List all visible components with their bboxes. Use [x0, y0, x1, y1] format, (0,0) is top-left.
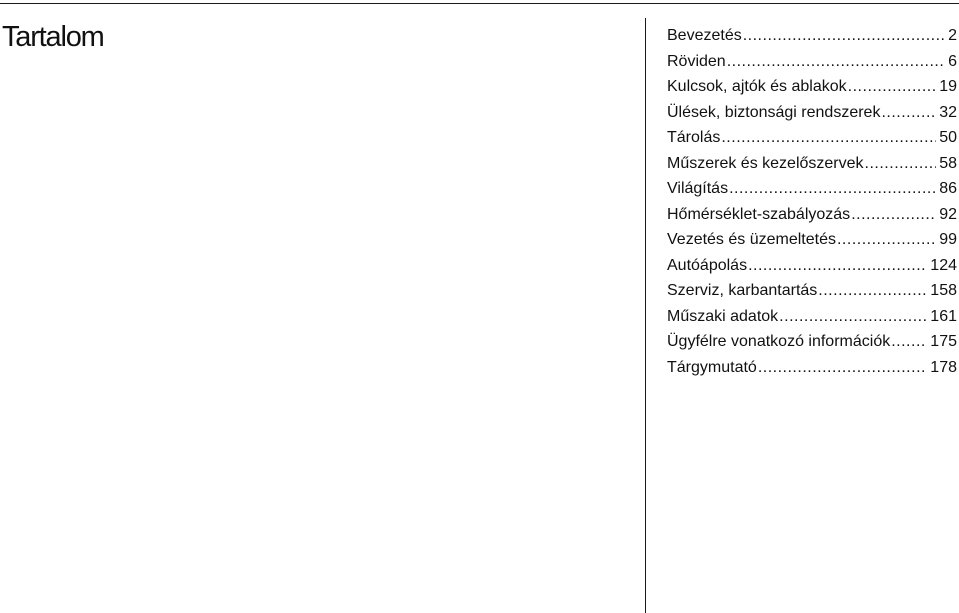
toc-entry-label: Autóápolás — [667, 256, 748, 274]
toc-page-number: 6 — [948, 52, 957, 70]
toc-entry[interactable] — [667, 205, 957, 231]
top-rule — [0, 3, 959, 4]
toc-page-number: 19 — [939, 78, 957, 95]
table-of-contents — [667, 26, 957, 383]
toc-entry[interactable] — [667, 52, 957, 78]
toc-leader-dots — [729, 179, 936, 199]
toc-page-number: 32 — [939, 103, 957, 121]
toc-entry-label: Tárgymutató — [667, 358, 757, 376]
toc-entry[interactable] — [667, 332, 957, 358]
toc-page-number: 161 — [930, 307, 957, 325]
toc-leader-dots — [837, 230, 936, 250]
toc-page-number: 58 — [939, 154, 957, 172]
toc-entry[interactable] — [667, 358, 957, 384]
toc-leader-dots — [727, 52, 945, 72]
toc-page-number: 158 — [930, 282, 957, 299]
toc-page-number: 124 — [930, 256, 957, 274]
toc-entry[interactable] — [667, 230, 957, 256]
toc-entry-label: Tárolás — [667, 129, 721, 146]
toc-entry-label: Röviden — [667, 52, 726, 70]
toc-entry-label: Műszerek és kezelőszervek — [667, 154, 864, 172]
toc-page-number: 178 — [930, 358, 957, 376]
toc-leader-dots — [848, 77, 937, 97]
toc-entry-label: Kulcsok, ajtók és ablakok — [667, 78, 847, 95]
toc-entry[interactable] — [667, 281, 957, 307]
toc-page-number: 86 — [939, 180, 957, 197]
toc-leader-dots — [891, 332, 927, 352]
toc-entry[interactable] — [667, 307, 957, 333]
toc-page-number: 92 — [939, 205, 957, 223]
toc-page-number: 99 — [939, 231, 957, 248]
toc-entry[interactable] — [667, 179, 957, 205]
toc-leader-dots — [818, 281, 927, 301]
toc-entry-label: Műszaki adatok — [667, 307, 779, 325]
toc-entry[interactable] — [667, 103, 957, 129]
toc-entry[interactable] — [667, 256, 957, 282]
toc-entry-label: Ülések, biztonsági rendszerek — [667, 103, 881, 121]
toc-entry[interactable] — [667, 77, 957, 103]
toc-leader-dots — [721, 128, 936, 148]
toc-leader-dots — [748, 256, 927, 276]
toc-entry-label: Hőmérséklet-szabályozás — [667, 205, 851, 223]
toc-entry-label: Vezetés és üzemeltetés — [667, 231, 836, 248]
toc-page-number: 50 — [939, 129, 957, 146]
toc-leader-dots — [881, 103, 936, 123]
toc-entry-label: Szerviz, karbantartás — [667, 282, 818, 299]
toc-page-number: 175 — [930, 333, 957, 350]
toc-entry[interactable] — [667, 154, 957, 180]
toc-entry-label: Bevezetés — [667, 27, 742, 44]
toc-leader-dots — [743, 26, 945, 46]
toc-entry[interactable] — [667, 26, 957, 52]
toc-leader-dots — [851, 205, 936, 225]
toc-leader-dots — [758, 358, 927, 378]
toc-leader-dots — [865, 154, 937, 174]
page-title: Tartalom — [2, 21, 104, 53]
toc-entry[interactable] — [667, 128, 957, 154]
toc-entry-label: Világítás — [667, 180, 729, 197]
toc-page-number: 2 — [948, 27, 957, 44]
column-divider — [645, 18, 646, 613]
toc-entry-label: Ügyfélre vonatkozó információk — [667, 333, 891, 350]
toc-leader-dots — [779, 307, 927, 327]
